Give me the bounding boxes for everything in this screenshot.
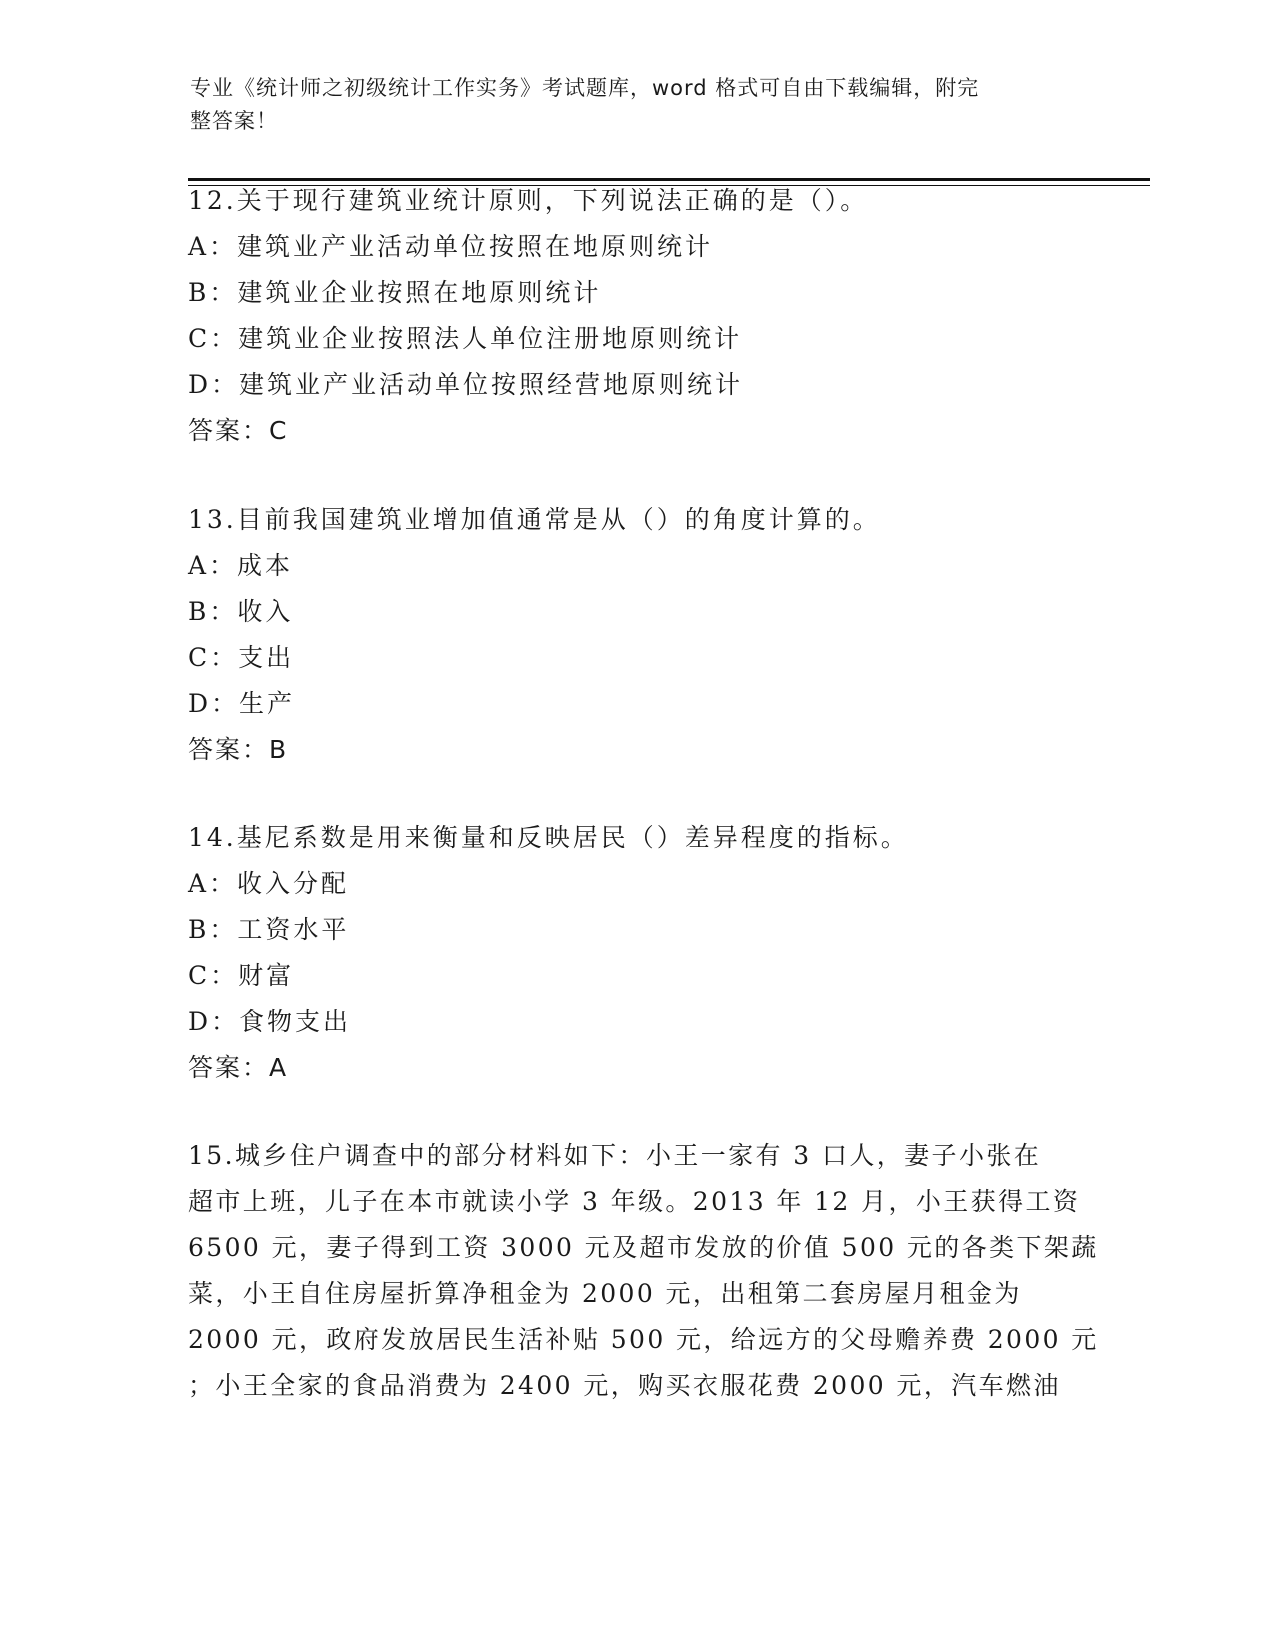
header-line-2: 整答案！ xyxy=(190,109,278,133)
header-line-1: 专业《统计师之初级统计工作实务》考试题库，word 格式可自由下载编辑，附完 xyxy=(190,76,980,100)
paragraph-line: 6500 元，妻子得到工资 3000 元及超市发放的价值 500 元的各类下架蔬 xyxy=(188,1233,1099,1262)
option-b: B：建筑业企业按照在地原则统计 xyxy=(188,278,602,307)
option-c: C：财富 xyxy=(188,961,295,990)
option-d: D：建筑业产业活动单位按照经营地原则统计 xyxy=(188,370,744,399)
answer-line: 答案：C xyxy=(188,416,289,445)
question-13 xyxy=(188,497,1088,773)
question-stem: 12.关于现行建筑业统计原则，下列说法正确的是（）。 xyxy=(188,186,869,215)
option-a: A：成本 xyxy=(188,551,294,580)
paragraph-line: 菜，小王自住房屋折算净租金为 2000 元，出租第二套房屋月租金为 xyxy=(188,1279,1022,1308)
question-stem: 13.目前我国建筑业增加值通常是从（）的角度计算的。 xyxy=(188,505,881,534)
option-c: C：支出 xyxy=(188,643,295,672)
paragraph-line: 15.城乡住户调查中的部分材料如下：小王一家有 3 口人，妻子小张在 xyxy=(188,1141,1042,1170)
paragraph-line: 超市上班，儿子在本市就读小学 3 年级。2013 年 12 月，小王获得工资 xyxy=(188,1187,1081,1216)
answer-line: 答案：A xyxy=(188,1053,289,1082)
paragraph-line: ；小王全家的食品消费为 2400 元，购买衣服花费 2000 元，汽车燃油 xyxy=(188,1371,1061,1400)
option-c: C：建筑业企业按照法人单位注册地原则统计 xyxy=(188,324,743,353)
question-stem: 14.基尼系数是用来衡量和反映居民（）差异程度的指标。 xyxy=(188,823,909,852)
option-a: A：收入分配 xyxy=(188,869,350,898)
question-15 xyxy=(188,1133,1099,1409)
answer-line: 答案：B xyxy=(188,735,289,764)
option-b: B：收入 xyxy=(188,597,294,626)
option-a: A：建筑业产业活动单位按照在地原则统计 xyxy=(188,232,714,261)
option-b: B：工资水平 xyxy=(188,915,350,944)
question-14 xyxy=(188,815,1088,1091)
document-header xyxy=(190,72,1080,138)
paragraph-line: 2000 元，政府发放居民生活补贴 500 元，给远方的父母赡养费 2000 元 xyxy=(188,1325,1099,1354)
option-d: D：食物支出 xyxy=(188,1007,352,1036)
question-12 xyxy=(188,178,1088,454)
option-d: D：生产 xyxy=(188,689,296,718)
